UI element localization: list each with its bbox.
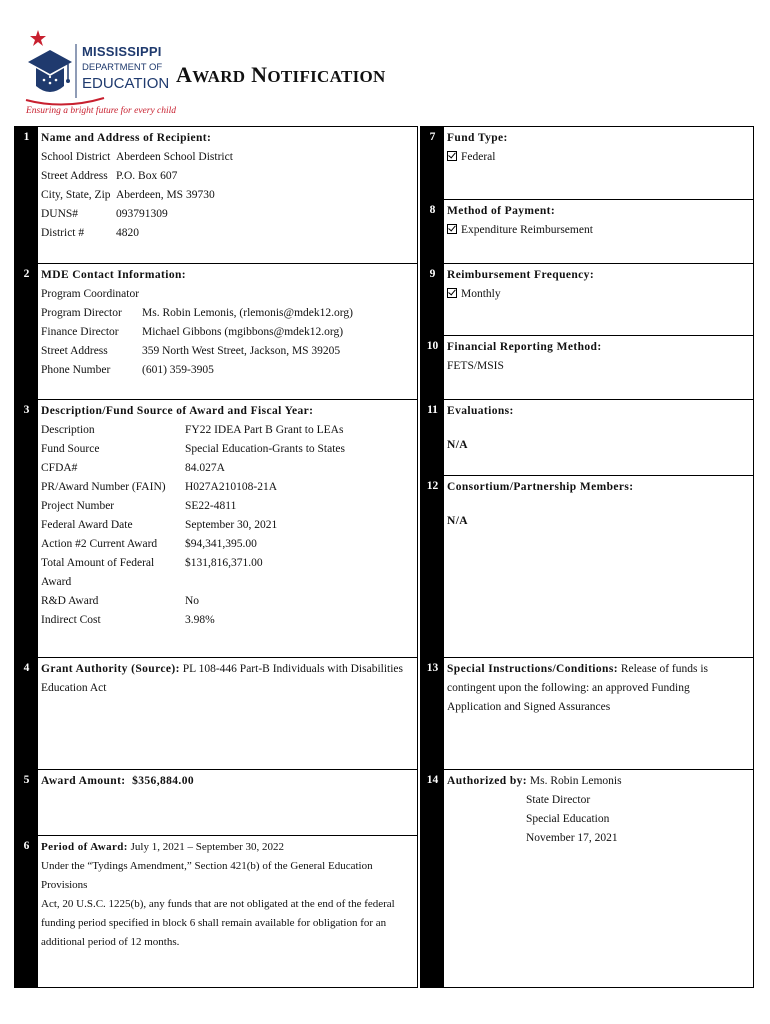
section-12	[421, 475, 753, 658]
field-value: No	[185, 595, 200, 607]
section-5	[15, 769, 417, 836]
field-label: Project Number	[41, 500, 115, 512]
field-label: DUNS#	[41, 208, 79, 220]
section-number: 14	[426, 774, 439, 786]
frequency-value: Monthly	[461, 288, 501, 300]
section-number: 3	[23, 404, 30, 416]
field-label: Finance Director	[41, 326, 119, 338]
field-label: PR/Award Number (FAIN)	[41, 481, 166, 493]
authorizer-name: Ms. Robin Lemonis	[529, 775, 622, 787]
section-3	[15, 399, 417, 658]
field-label: City, State, Zip	[41, 189, 111, 201]
field-value: Michael Gibbons (mgibbons@mdek12.org)	[142, 326, 344, 338]
award-amount: $356,884.00	[132, 775, 195, 787]
section-9	[421, 263, 753, 336]
field-value: 093791309	[116, 208, 168, 220]
section-1	[15, 127, 417, 263]
section-10	[421, 335, 753, 400]
field-row	[41, 459, 413, 478]
field-row	[41, 535, 413, 554]
award-form	[14, 126, 754, 988]
field-label: Program Director	[41, 307, 122, 319]
period-note-line: Act, 20 U.S.C. 1225(b), any funds that are not obligated at the end of the federal	[41, 898, 395, 910]
section-title: Period of Award:	[41, 841, 128, 853]
authorizer-title: State Director	[526, 794, 591, 806]
authorizer-office: Special Education	[526, 813, 610, 825]
field-row	[41, 516, 413, 535]
field-label: Fund Source	[41, 443, 100, 455]
checkbox-checked-icon	[447, 224, 457, 234]
section-title: Special Instructions/Conditions:	[447, 663, 618, 675]
section-title: Financial Reporting Method:	[447, 341, 602, 353]
section-11	[421, 399, 753, 476]
field-row	[41, 186, 413, 205]
period-note-line: additional period of 12 months.	[41, 936, 180, 948]
section-number: 4	[23, 662, 30, 674]
grant-authority-text: PL 108-446 Part-B Individuals with Disabilities	[182, 663, 404, 675]
field-value: September 30, 2021	[185, 519, 278, 531]
field-value: Ms. Robin Lemonis, (rlemonis@mdek12.org)	[142, 307, 353, 319]
section-title: Method of Payment:	[447, 205, 556, 217]
section-number: 11	[427, 404, 438, 416]
field-label: Federal Award Date	[41, 519, 133, 531]
section-number: 1	[23, 131, 30, 143]
instructions-text-3: Application and Signed Assurances	[447, 701, 611, 713]
field-label: Description	[41, 424, 95, 436]
title-rest-2: OTIFICATION	[267, 67, 386, 86]
field-row	[41, 478, 413, 497]
section-title: Grant Authority (Source):	[41, 663, 180, 675]
field-row	[41, 497, 413, 516]
section-title: Authorized by:	[447, 775, 528, 787]
section-title: Evaluations:	[447, 405, 514, 417]
section-number: 5	[23, 774, 30, 786]
section-number: 10	[426, 340, 439, 352]
field-label: Street Address	[41, 170, 108, 182]
section-title: Consortium/Partnership Members:	[447, 481, 634, 493]
section-number: 7	[429, 131, 436, 143]
fund-type-value: Federal	[461, 151, 496, 163]
instructions-text-2: contingent upon the following: an approved Funding	[447, 682, 690, 694]
award-period: July 1, 2021 – September 30, 2022	[130, 841, 284, 853]
title-rest-1: WARD	[192, 67, 246, 86]
field-value: H027A210108-21A	[185, 481, 277, 493]
field-value: 4820	[116, 227, 139, 239]
section-title: Fund Type:	[447, 132, 508, 144]
logo-tagline: Ensuring a bright future for every child	[26, 106, 177, 116]
field-row	[41, 167, 413, 186]
section-8	[421, 199, 753, 264]
field-value: SE22-4811	[185, 500, 237, 512]
section-title: Award Amount:	[41, 775, 126, 787]
section-number: 6	[23, 840, 30, 852]
field-value: (601) 359-3905	[142, 364, 214, 376]
reporting-method-value: FETS/MSIS	[447, 360, 504, 372]
field-row	[41, 304, 413, 323]
section-subtitle: Program Coordinator	[41, 288, 140, 300]
section-6	[15, 835, 417, 990]
field-label: Action #2 Current Award	[41, 538, 158, 550]
section-7	[421, 127, 753, 199]
authorization-date: November 17, 2021	[526, 832, 618, 844]
field-label: Street Address	[41, 345, 108, 357]
consortium-value: N/A	[447, 515, 469, 527]
mde-logo	[24, 28, 177, 120]
section-number: 9	[429, 268, 436, 280]
payment-method-value: Expenditure Reimbursement	[461, 224, 593, 236]
field-label: District #	[41, 227, 85, 239]
field-label: Total Amount of Federal Award	[41, 557, 155, 588]
grant-authority-text-2: Education Act	[41, 682, 107, 694]
section-number: 8	[429, 204, 436, 216]
instructions-text: Release of funds is	[620, 663, 709, 675]
field-value: 3.98%	[185, 614, 215, 626]
page-title	[176, 62, 386, 88]
checkbox-checked-icon	[447, 151, 457, 161]
section-title: Description/Fund Source of Award and Fiscal Year:	[41, 405, 314, 417]
checkbox-checked-icon	[447, 288, 457, 298]
field-row	[41, 205, 413, 224]
field-row	[41, 323, 413, 342]
section-13	[421, 657, 753, 770]
field-row	[41, 592, 413, 611]
field-value: Aberdeen School District	[116, 151, 233, 163]
left-column	[14, 126, 418, 988]
logo-line2: DEPARTMENT OF	[82, 62, 163, 73]
field-row	[41, 421, 413, 440]
period-note-line: funding period specified in block 6 shall remain available for obligation for an	[41, 917, 387, 929]
field-label: CFDA#	[41, 462, 78, 474]
section-number: 13	[426, 662, 439, 674]
field-row	[41, 611, 413, 630]
section-title: Reimbursement Frequency:	[447, 269, 595, 281]
field-value: 359 North West Street, Jackson, MS 39205	[142, 345, 341, 357]
section-4	[15, 657, 417, 770]
logo-line3: EDUCATION	[82, 75, 170, 92]
right-column	[420, 126, 754, 988]
field-value: 84.027A	[185, 462, 225, 474]
logo-line1: MISSISSIPPI	[82, 44, 162, 59]
title-cap-1: A	[176, 62, 193, 87]
field-value: Aberdeen, MS 39730	[116, 189, 215, 201]
field-label: Phone Number	[41, 364, 111, 376]
field-label: Indirect Cost	[41, 614, 101, 626]
field-row	[41, 342, 413, 361]
section-2	[15, 263, 417, 400]
section-14	[421, 769, 753, 990]
field-row	[41, 440, 413, 459]
section-number: 2	[23, 268, 30, 280]
field-label: R&D Award	[41, 595, 99, 607]
title-cap-2: N	[251, 62, 268, 87]
field-row	[41, 361, 413, 380]
field-value: $94,341,395.00	[185, 538, 257, 550]
period-note-line: Under the “Tydings Amendment,” Section 421(b) of the General Education Provisions	[41, 860, 373, 891]
field-value: FY22 IDEA Part B Grant to LEAs	[185, 424, 344, 436]
field-row	[41, 554, 413, 592]
section-number: 12	[426, 480, 439, 492]
section-title: MDE Contact Information:	[41, 269, 187, 281]
section-title: Name and Address of Recipient:	[41, 132, 212, 144]
evaluations-value: N/A	[447, 439, 469, 451]
field-row	[41, 148, 413, 167]
field-value: P.O. Box 607	[116, 170, 178, 182]
field-value: $131,816,371.00	[185, 557, 263, 569]
field-label: School District	[41, 151, 111, 163]
field-row	[41, 224, 413, 243]
field-value: Special Education-Grants to States	[185, 443, 346, 455]
